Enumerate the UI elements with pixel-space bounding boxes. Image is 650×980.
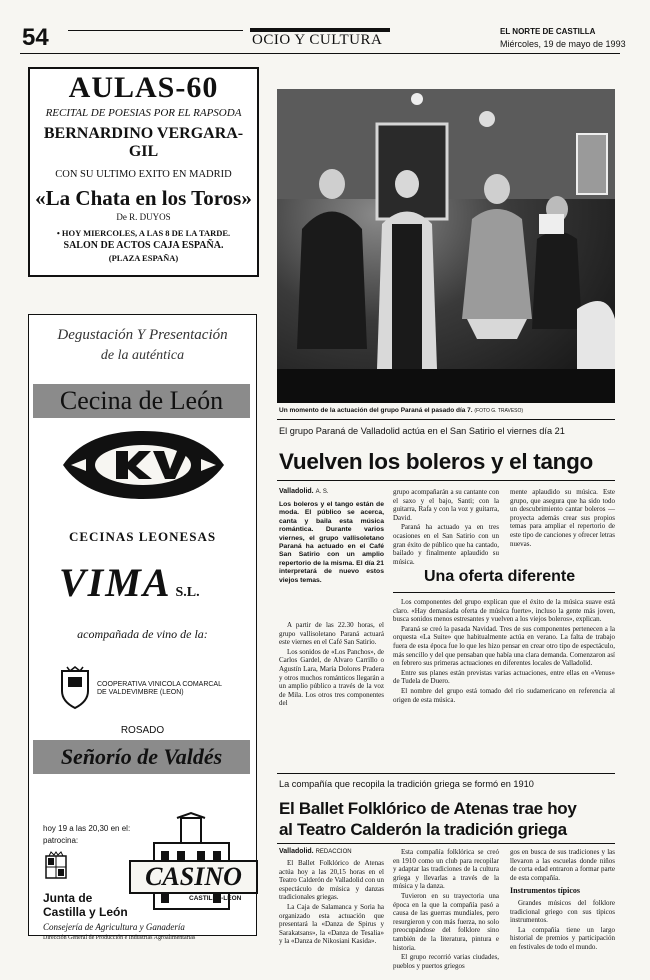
- article1-col2: grupo acompañarán a su cantante con el saxo y el bajo, Santi; con la guitarra, Rafa y con la voz y guitarra, David.: [393, 488, 499, 522]
- article1-col2-p2: Paraná ha actuado ya en tres ocasiones en el San Satirio con un gran éxito de público que ha cantado, bailado y finalmente aplaudido su música.: [393, 523, 499, 566]
- ad-cecina-sponsor-label: patrocina:: [43, 836, 79, 845]
- photo-caption: Un momento de la actuación del grupo Paraná el pasado día 7.: [279, 407, 473, 414]
- article1-sub-p2: Paraná se creó la pasada Navidad. Tres de sus componentes pertenecen a la orquesta «La Suite» que habitualmente actúa en verano. La falta de trabajo fuera de esta época fue lo que les hizo pensar en crear otro tipo de espectáculo, más sencillo y del que pensaban que había una clara demanda. Comenzaron así en febrero sus primeras actuaciones en diferentes locales de Valladolid.: [393, 624, 615, 668]
- article1-sub-p3: Entre sus planes están previstas varias actuaciones, entre ellas en «Venus» de Tudela de Duero.: [393, 668, 615, 686]
- article2-col3-p3: La compañía tiene un largo historial de premios y participación en festivales de todo el mundo.: [510, 925, 615, 951]
- subhead-rule: [393, 592, 615, 593]
- article2-byline-place: Valladolid.: [279, 848, 314, 855]
- article2-col2: Esta compañía folklórica se creó en 1910 como un club para recopilar y adaptar las tradiciones de la cultura griega y llevarlas a través de la música y la danza.: [393, 848, 499, 891]
- article2-kicker: La compañía que recopila la tradición griega se formó en 1910: [279, 779, 534, 789]
- ad-cecina-line2: de la auténtica: [100, 348, 185, 363]
- article1-subhead: Una oferta diferente: [424, 568, 576, 585]
- article1-sub-p4: El nombre del grupo está tomado del río sudamericano en referencia al origen de esta música.: [393, 686, 615, 704]
- ad-cecina-banner: Cecina de León: [33, 384, 250, 418]
- header-rule: [20, 53, 620, 54]
- article1-col1-p1: A partir de las 22.30 horas, el grupo vallisoletano Paraná actuará este viernes en el Café San Satirio.: [279, 621, 384, 647]
- article2-headline-line2: al Teatro Calderón la tradición griega: [279, 820, 567, 839]
- article1-head-rule: [277, 480, 615, 481]
- ad-cecina-casino: CASINO: [129, 860, 258, 894]
- ad-aulas: [28, 67, 259, 277]
- ad-cecina-coop: COOPERATIVA VINICOLA COMARCAL DE VALDEVIMBRE (LEON): [97, 681, 222, 696]
- ad-cecina: [28, 314, 257, 941]
- ad-aulas-when: • HOY MIERCOLES, A LAS 8 DE LA TARDE.: [56, 228, 231, 238]
- article2-col3: gos en busca de sus tradiciones y las llevaron a las escuelas donde niños de corta edad entraron a formar parte de esta compañía.: [510, 848, 615, 882]
- ad-aulas-work: «La Chata en los Toros»: [35, 186, 252, 210]
- article1-headline: Vuelven los boleros y el tango: [279, 449, 593, 474]
- article1-col1-p2: Los sonidos de «Los Panchos», de Carlos Gardel, de Alvaro Carrillo o Agustín Lara, María Dolores Pradera y otros muchos románticos llegarán a un amplio público a través de la voz de Mila. Los otros tres componentes del: [279, 647, 384, 708]
- ad-cecina-junta2: Castilla y León: [43, 905, 128, 919]
- article1-kicker: El grupo Paraná de Valladolid actúa en el San Satirio el viernes día 21: [279, 426, 565, 436]
- article2-col2-p2: Tuvieron en su trayectoria una época en la que la compañía pasó a causa de las guerras mundiales, pero resurgieron y con más fuerza, no solo preocupándose del folklore sino también de la literatura, pintura e historia.: [393, 891, 499, 952]
- ad-aulas-tagline: CON SU ULTIMO EXITO EN MADRID: [55, 169, 232, 180]
- article2-col3-subhead: Instrumentos típicos: [510, 886, 581, 896]
- ad-aulas-subtitle: RECITAL DE POESIAS POR EL RAPSODA: [45, 107, 242, 119]
- article1-sub-p1: Los componentes del grupo explican que el éxito de la música suave está claro. «Hay demasiada oferta de música fuerte», incluso la gente más joven, busca sonidos menos estresantes y vuelven a los viejos boleros», explican.: [393, 598, 615, 624]
- ad-aulas-title: AULAS-60: [68, 71, 219, 104]
- ad-cecina-company: CECINAS LEONESAS: [68, 529, 217, 544]
- article2-head-rule: [277, 843, 615, 844]
- article1-col3: mente aplaudido su música. Este grupo, que asegura que ha sido todo un descubrimiento cantar boleros —proyecta además crear sus propios temas para ampliar el repertorio de este tipo de canciones y ofrecer letras nuevas.: [510, 488, 615, 548]
- ad-aulas-performer: BERNARDINO VERGARA-GIL: [43, 125, 244, 160]
- photo-credit: (FOTO G. TRAVESO): [474, 408, 524, 414]
- ad-cecina-time: hoy 19 a las 20,30 en el:: [43, 824, 131, 833]
- ad-cecina-wine-brand: Señorío de Valdés: [33, 740, 250, 774]
- header-left-rule: [68, 30, 243, 31]
- article1-lead: Los boleros y el tango están de moda. El público se acerca, canta y baila esta música romántica. Durante varios viernes, el grupo vallisoletano Paraná ha actuado en el Café San Satirio con un amplio repertorio de la misma. El día 21 interpretará de nuevo estos viejos temas.: [279, 501, 384, 584]
- kv-logo-icon: [61, 429, 226, 501]
- ad-cecina-line1: Degustación Y Presentación: [57, 327, 228, 343]
- ad-cecina-consejeria: Consejería de Agricultura y Ganadería: [43, 922, 185, 932]
- article1-kicker-rule: [277, 419, 615, 420]
- article2-col1-p2: La Caja de Salamanca y Soria ha organizado esta actuación que presentará la «Danza de Spirus y Sarakatsans», la «Danza de Tesalia» y la «Danza de Nikosiani Kasida».: [279, 902, 384, 946]
- section-title: OCIO Y CULTURA: [252, 32, 383, 48]
- ad-aulas-place: (PLAZA ESPAÑA): [108, 253, 179, 263]
- section-rule: [250, 28, 390, 32]
- article2-byline-author: REDACCION: [315, 849, 352, 855]
- ad-cecina-junta1: Junta de: [43, 891, 93, 905]
- ad-cecina-casino-sub: CASTILLA-LEON: [189, 895, 242, 902]
- coop-shield-icon: [59, 667, 91, 709]
- ad-cecina-brand: VIMA: [59, 560, 172, 605]
- ad-cecina-rosado: ROSADO: [120, 725, 165, 736]
- article2-headline-line1: El Ballet Folklórico de Atenas trae hoy: [279, 799, 577, 818]
- newspaper-name: EL NORTE DE CASTILLA: [500, 27, 596, 36]
- article2-top-rule: [277, 773, 615, 774]
- ad-cecina-wine-line: acompañada de vino de la:: [77, 627, 208, 641]
- issue-date: Miércoles, 19 de mayo de 1993: [500, 39, 626, 49]
- ad-aulas-author: De R. DUYOS: [116, 212, 171, 222]
- article2-col3-p2: Grandes músicos del folklore tradicional griego con sus típicos instrumentos.: [510, 898, 615, 925]
- junta-crest-icon: [45, 852, 67, 886]
- ad-aulas-venue: SALON DE ACTOS CAJA ESPAÑA.: [63, 240, 224, 251]
- band-photo-scene: [277, 89, 615, 403]
- article1-byline-place: Valladolid.: [279, 488, 314, 495]
- article-photo: [277, 89, 615, 403]
- ad-cecina-brand-suffix: S.L.: [175, 585, 200, 600]
- article1-byline-author: A. S.: [315, 489, 329, 495]
- page-number: 54: [22, 24, 49, 51]
- article2-col2-p3: El grupo recorrió varias ciudades, pueblos y puertos griegos: [393, 953, 499, 970]
- ad-cecina-direccion: Dirección General de Producción e Industrias Agroalimentarias: [43, 935, 196, 941]
- article2-col1: El Ballet Folklórico de Atenas actúa hoy a las 20,15 horas en el Teatro Calderón de Valladolid con un espectáculo de música y danzas tradicionales griegas.: [279, 859, 384, 902]
